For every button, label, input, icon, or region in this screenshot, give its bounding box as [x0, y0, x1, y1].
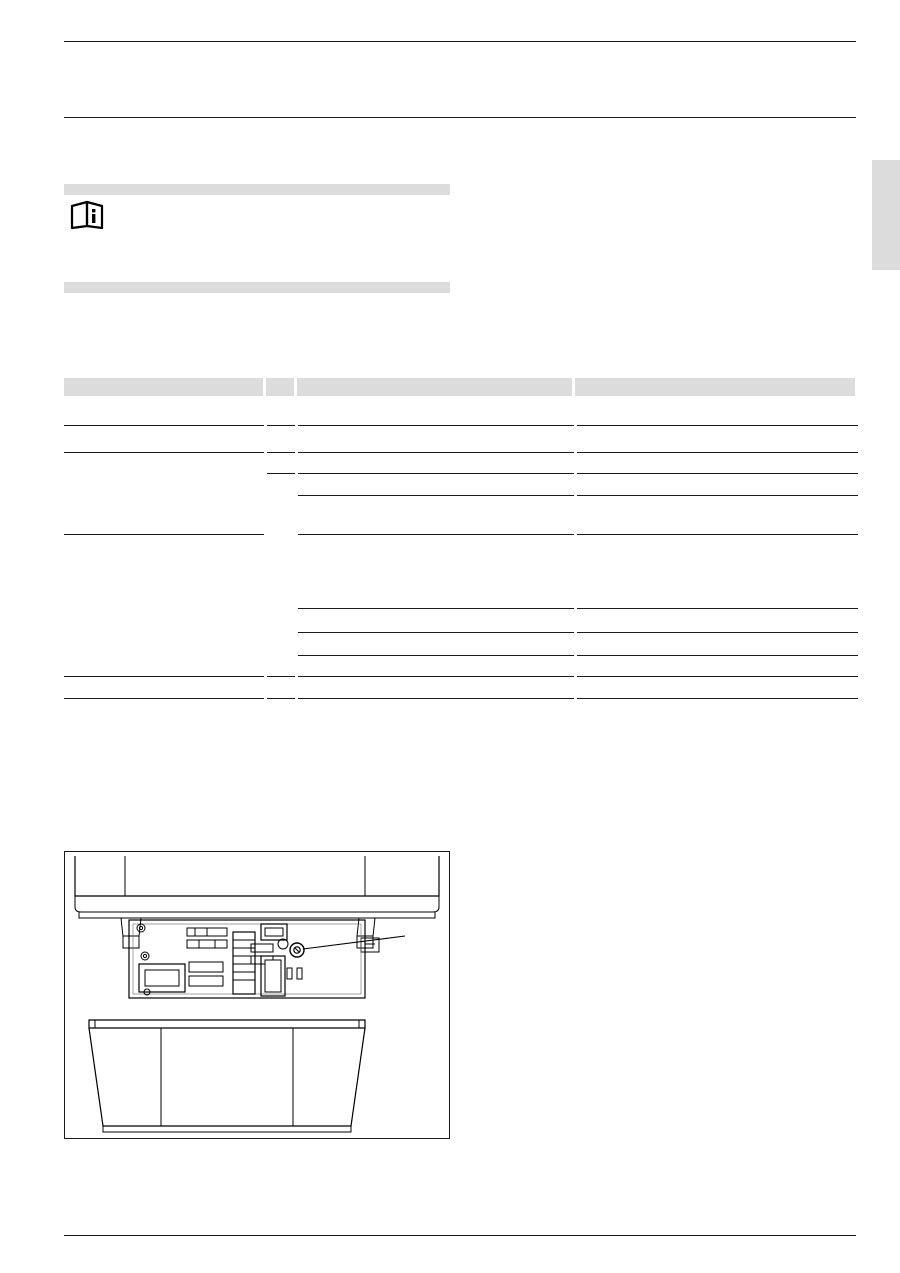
table-header-cell-2 [266, 378, 294, 396]
table-row [64, 677, 855, 699]
table-header-row [64, 378, 855, 396]
table-row [64, 453, 855, 474]
footer-rule [64, 1235, 856, 1236]
cell-rule [64, 698, 264, 699]
table-row [64, 426, 855, 453]
table-row [64, 396, 855, 426]
cell-rule [267, 698, 295, 699]
table-row [64, 474, 855, 496]
table-row [64, 535, 855, 581]
appliance-diagram-figure [64, 851, 450, 1139]
table-header-cell-4 [575, 378, 855, 396]
table-header-cell-3 [297, 378, 572, 396]
table-row [64, 581, 855, 609]
table-row [64, 633, 855, 656]
header-bottom-rule [64, 117, 856, 118]
chapter-side-tab [872, 160, 900, 270]
note-bottom-bar [64, 282, 450, 293]
spec-table [64, 378, 855, 699]
note-top-bar [64, 184, 450, 195]
cell-rule [577, 698, 858, 699]
header-top-rule [64, 41, 856, 42]
table-row [64, 609, 855, 633]
table-header-cell-1 [64, 378, 263, 396]
table-row [64, 656, 855, 677]
manual-book-info-icon [70, 200, 114, 230]
cell-rule [298, 698, 574, 699]
appliance-diagram-svg [65, 852, 449, 1138]
table-row [64, 496, 855, 535]
